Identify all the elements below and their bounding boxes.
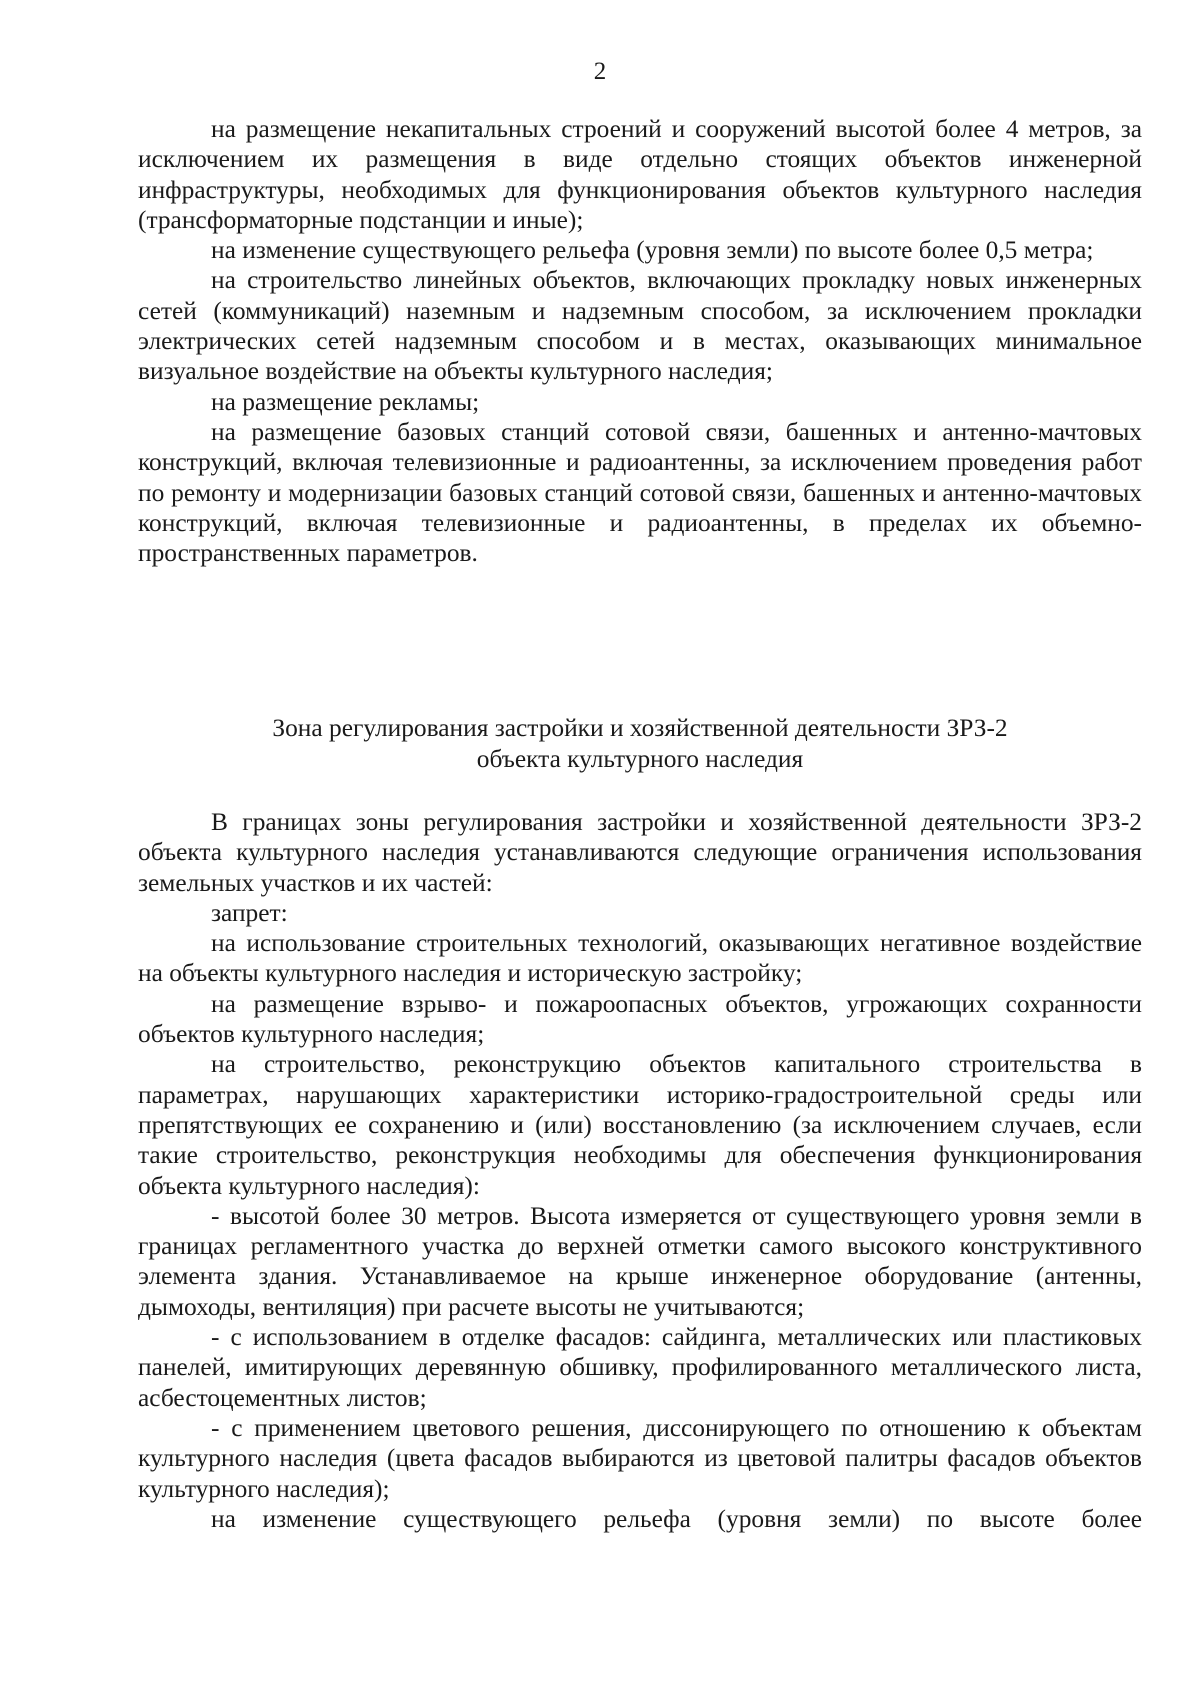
paragraph: - с применением цветового решения, диссонирующего по отношению к объектам культурного наследия (цвета фасадов выбираются из цветовой палитры фасадов объектов культурного наследия); <box>138 1413 1142 1503</box>
paragraph: на изменение существующего рельефа (уровня земли) по высоте более 0,5 метра; <box>211 236 1094 265</box>
paragraph: - с использованием в отделке фасадов: сайдинга, металлических или пластиковых панелей, имитирующих деревянную обшивку, профилированного металлического листа, асбестоцементных листов; <box>138 1323 1142 1412</box>
paragraph: на размещение рекламы; <box>211 387 480 416</box>
restrictions-list-top <box>138 114 1142 568</box>
paragraph: на строительство линейных объектов, включающих прокладку новых инженерных сетей (коммуникаций) наземным и надземным способом, за исключением прокладки электрических сетей надземным способом и в местах, оказывающих минимальное визуальное воздействие на объекты культурного наследия; <box>138 266 1142 386</box>
page-number: 2 <box>593 58 607 85</box>
paragraph: - высотой более 30 метров. Высота измеряется от существующего уровня земли в границах регламентного участка до верхней отметки самого высокого конструктивного элемента здания. Устанавливаемое на крыше инженерное оборудование (антенны, дымоходы, вентиляция) при расчете высоты не учитываются; <box>138 1201 1142 1321</box>
paragraph: В границах зоны регулирования застройки и хозяйственной деятельности ЗРЗ-2 объекта культурного наследия устанавливаются следующие ограничения использования земельных участков и их частей: <box>138 808 1142 897</box>
paragraph: на строительство, реконструкцию объектов капитального строительства в параметрах, нарушающих характеристики историко-градостроительной среды или препятствующих ее сохранению и (или) восстановлению (за исключением случаев, если такие строительство, реконструкция необходимы для обеспечения функционирования объекта культурного наследия): <box>138 1050 1142 1200</box>
section-heading <box>138 713 1142 774</box>
paragraph: на размещение некапитальных строений и сооружений высотой более 4 метров, за исключением их размещения в виде отдельно стоящих объектов инженерной инфраструктуры, необходимых для функционирования объектов культурного наследия (трансформаторные подстанции и иные); <box>138 115 1142 234</box>
paragraph: на использование строительных технологий, оказывающих негативное воздействие на объекты культурного наследия и историческую застройку; <box>138 929 1142 988</box>
paragraph: на размещение базовых станций сотовой связи, башенных и антенно-мачтовых конструкций, включая телевизионные и радиоантенны, за исключением проведения работ по ремонту и модернизации базовых станций сотовой связи, башенных и антенно-мачтовых конструкций, включая телевизионные и радиоантенны, в пределах их объемно-пространственных параметров. <box>138 417 1142 568</box>
zrz2-restrictions <box>138 807 1142 1534</box>
paragraph: запрет: <box>211 898 288 927</box>
paragraph: на изменение существующего рельефа (уровня земли) по высоте более <box>211 1504 1142 1533</box>
section-heading-line-2: объекта культурного наследия <box>476 744 804 773</box>
section-heading-line-1: Зона регулирования застройки и хозяйственной деятельности ЗРЗ-2 <box>272 714 1008 742</box>
paragraph: на размещение взрыво- и пожароопасных объектов, угрожающих сохранности объектов культурного наследия; <box>138 989 1142 1049</box>
